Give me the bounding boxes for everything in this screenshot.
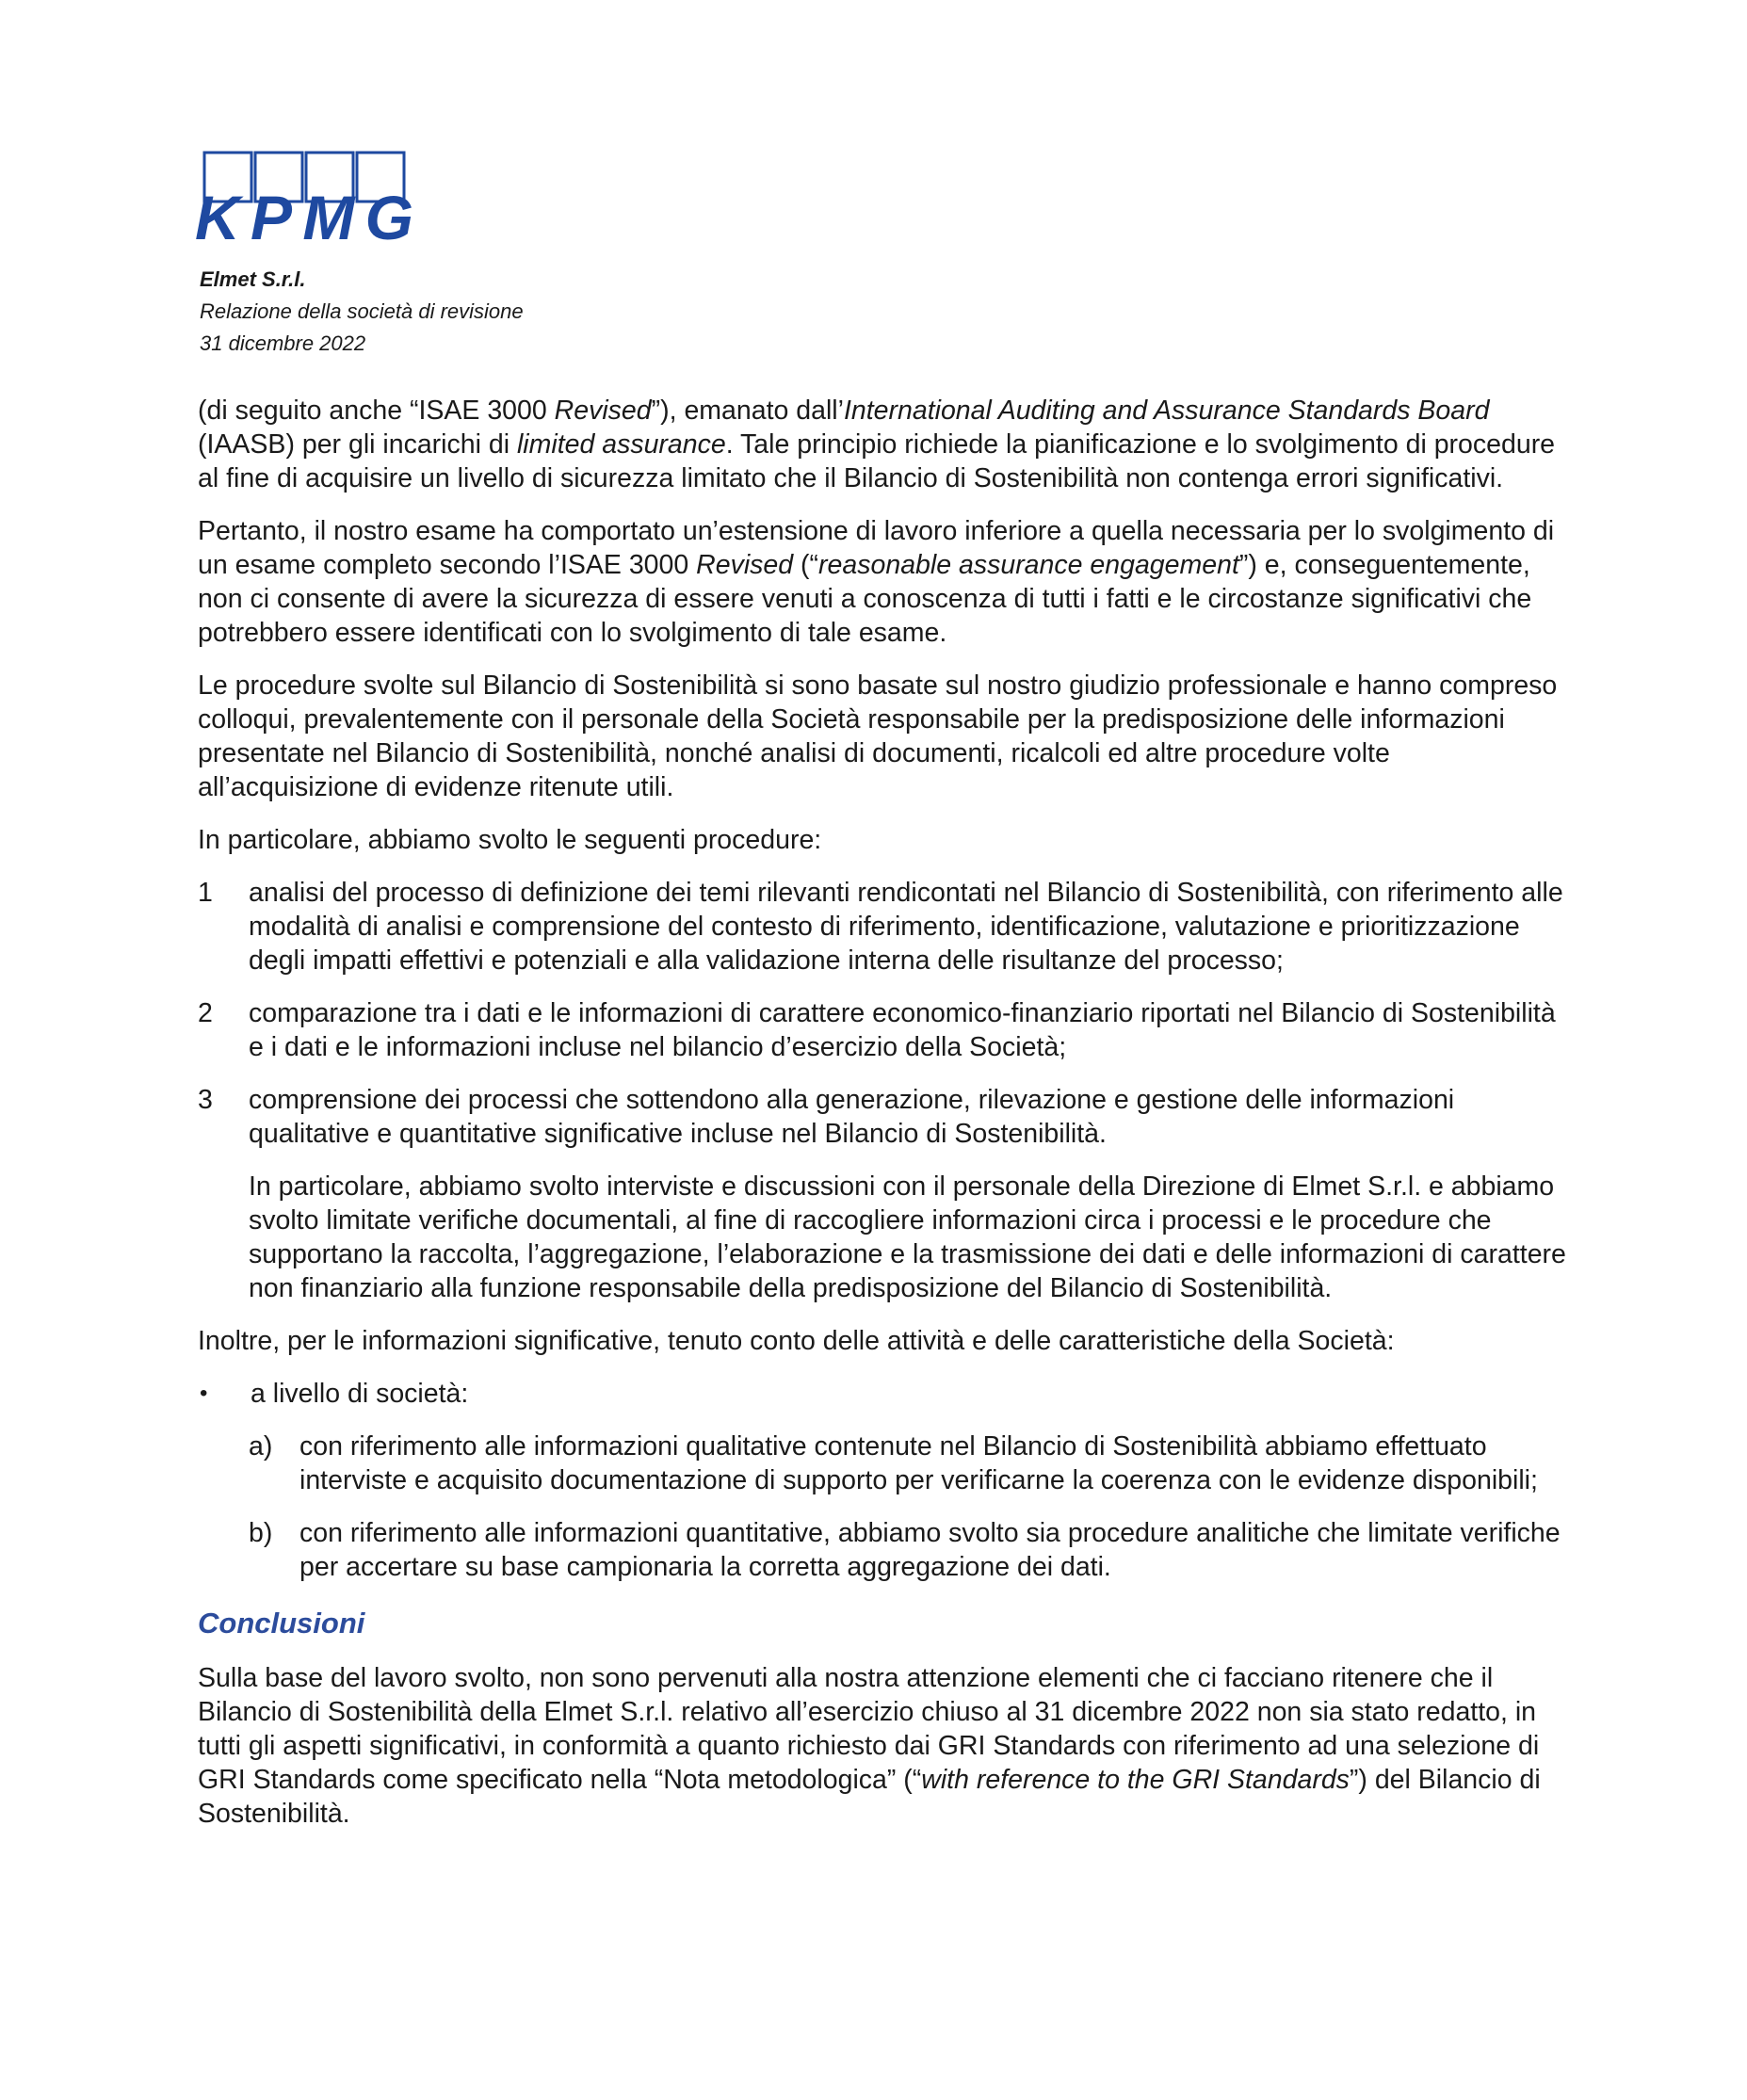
paragraph-list-intro: In particolare, abbiamo svolto le seguenti procedure:	[198, 825, 822, 855]
paragraph-conclusion: Sulla base del lavoro svolto, non sono pervenuti alla nostra attenzione elementi che ci facciano ritenere che il Bilancio di Sostenibilità della Elmet S.r.l. relativo all’esercizio chiuso al 31 dicembre 2022 non sia stato redatto, in tutti gli aspetti significativi, in conformità a quanto richiesto dai GRI Standards con riferimento ad una selezione di GRI Standards come specificato nella “Nota metodologica” (“with reference to the GRI Standards”) del Bilancio di Sostenibilità.	[198, 1663, 1541, 1829]
report-subtitle: Relazione della società di revisione	[200, 299, 524, 323]
paragraph-significant-info: Inoltre, per le informazioni significative, tenuto conto delle attività e delle caratteristiche della Società:	[198, 1326, 1395, 1356]
section-title-conclusions: Conclusioni	[198, 1607, 365, 1640]
kpmg-logo-text: KPMG	[195, 183, 413, 245]
sub-list-item: b) con riferimento alle informazioni quantitative, abbiamo svolto sia procedure analitiche che limitate verifiche per accertare su base campionaria la corretta aggregazione dei dati.	[249, 1518, 1561, 1582]
list-item: 1 analisi del processo di definizione dei temi rilevanti rendicontati nel Bilancio di Sostenibilità, con riferimento alle modalità di analisi e comprensione del contesto di riferimento, identificazione, valutazione e prioritizzazione degli impatti effettivi e potenziali e alla validazione interna delle risultanze del processo;	[198, 878, 1563, 976]
paragraph-procedures: Le procedure svolte sul Bilancio di Sostenibilità si sono basate sul nostro giudizio professionale e hanno compreso colloqui, prevalentemente con il personale della Società responsabile per la predisposizione delle informazioni presentate nel Bilancio di Sostenibilità, nonché analisi di documenti, ricalcoli ed altre procedure volte all’acquisizione di evidenze ritenute utili.	[198, 670, 1558, 802]
report-body	[198, 394, 1573, 1850]
report-date: 31 dicembre 2022	[200, 331, 366, 355]
company-name: Elmet S.r.l.	[200, 267, 306, 291]
paragraph-interviews: In particolare, abbiamo svolto interviste e discussioni con il personale della Direzione di Elmet S.r.l. e abbiamo svolto limitate verifiche documentali, al fine di raccogliere informazioni circa i processi e le procedure che supportano la raccolta, l’aggregazione, l’elaborazione e la trasmissione dei dati e delle informazioni di carattere non finanziario alla funzione responsabile della predisposizione del Bilancio di Sostenibilità.	[249, 1171, 1566, 1303]
paragraph-scope: Pertanto, il nostro esame ha comportato un’estensione di lavoro inferiore a quella necessaria per lo svolgimento di un esame completo secondo l’ISAE 3000 Revised (“reasonable assurance engagement”) e, conseguentemente, non ci consente di avere la sicurezza di essere venuti a conoscenza di tutti i fatti e le circostanze significativi che potrebbero essere identificati con lo svolgimento di tale esame.	[198, 516, 1555, 648]
paragraph-standard: (di seguito anche “ISAE 3000 Revised”), emanato dall’International Auditing and Assurance Standards Board (IAASB) per gli incarichi di limited assurance. Tale principio richiede la pianificazione e lo svolgimento di procedure al fine di acquisire un livello di sicurezza limitato che il Bilancio di Sostenibilità non contenga errori significativi.	[198, 396, 1556, 493]
list-item: 2 comparazione tra i dati e le informazioni di carattere economico-finanziario riportati nel Bilancio di Sostenibilità e i dati e le informazioni incluse nel bilancio d’esercizio della Società;	[198, 998, 1556, 1062]
report-header	[200, 264, 524, 360]
list-item: 3 comprensione dei processi che sottendono alla generazione, rilevazione e gestione delle informazioni qualitative e quantitative significative incluse nel Bilancio di Sostenibilità.	[198, 1085, 1455, 1149]
bullet-item: • a livello di società:	[200, 1379, 469, 1409]
sub-list-item: a) con riferimento alle informazioni qualitative contenute nel Bilancio di Sostenibilità abbiamo effettuato interviste e acquisito documentazione di supporto per verificarne la coerenza con le evidenze disponibili;	[249, 1431, 1538, 1495]
kpmg-logo	[193, 151, 419, 245]
